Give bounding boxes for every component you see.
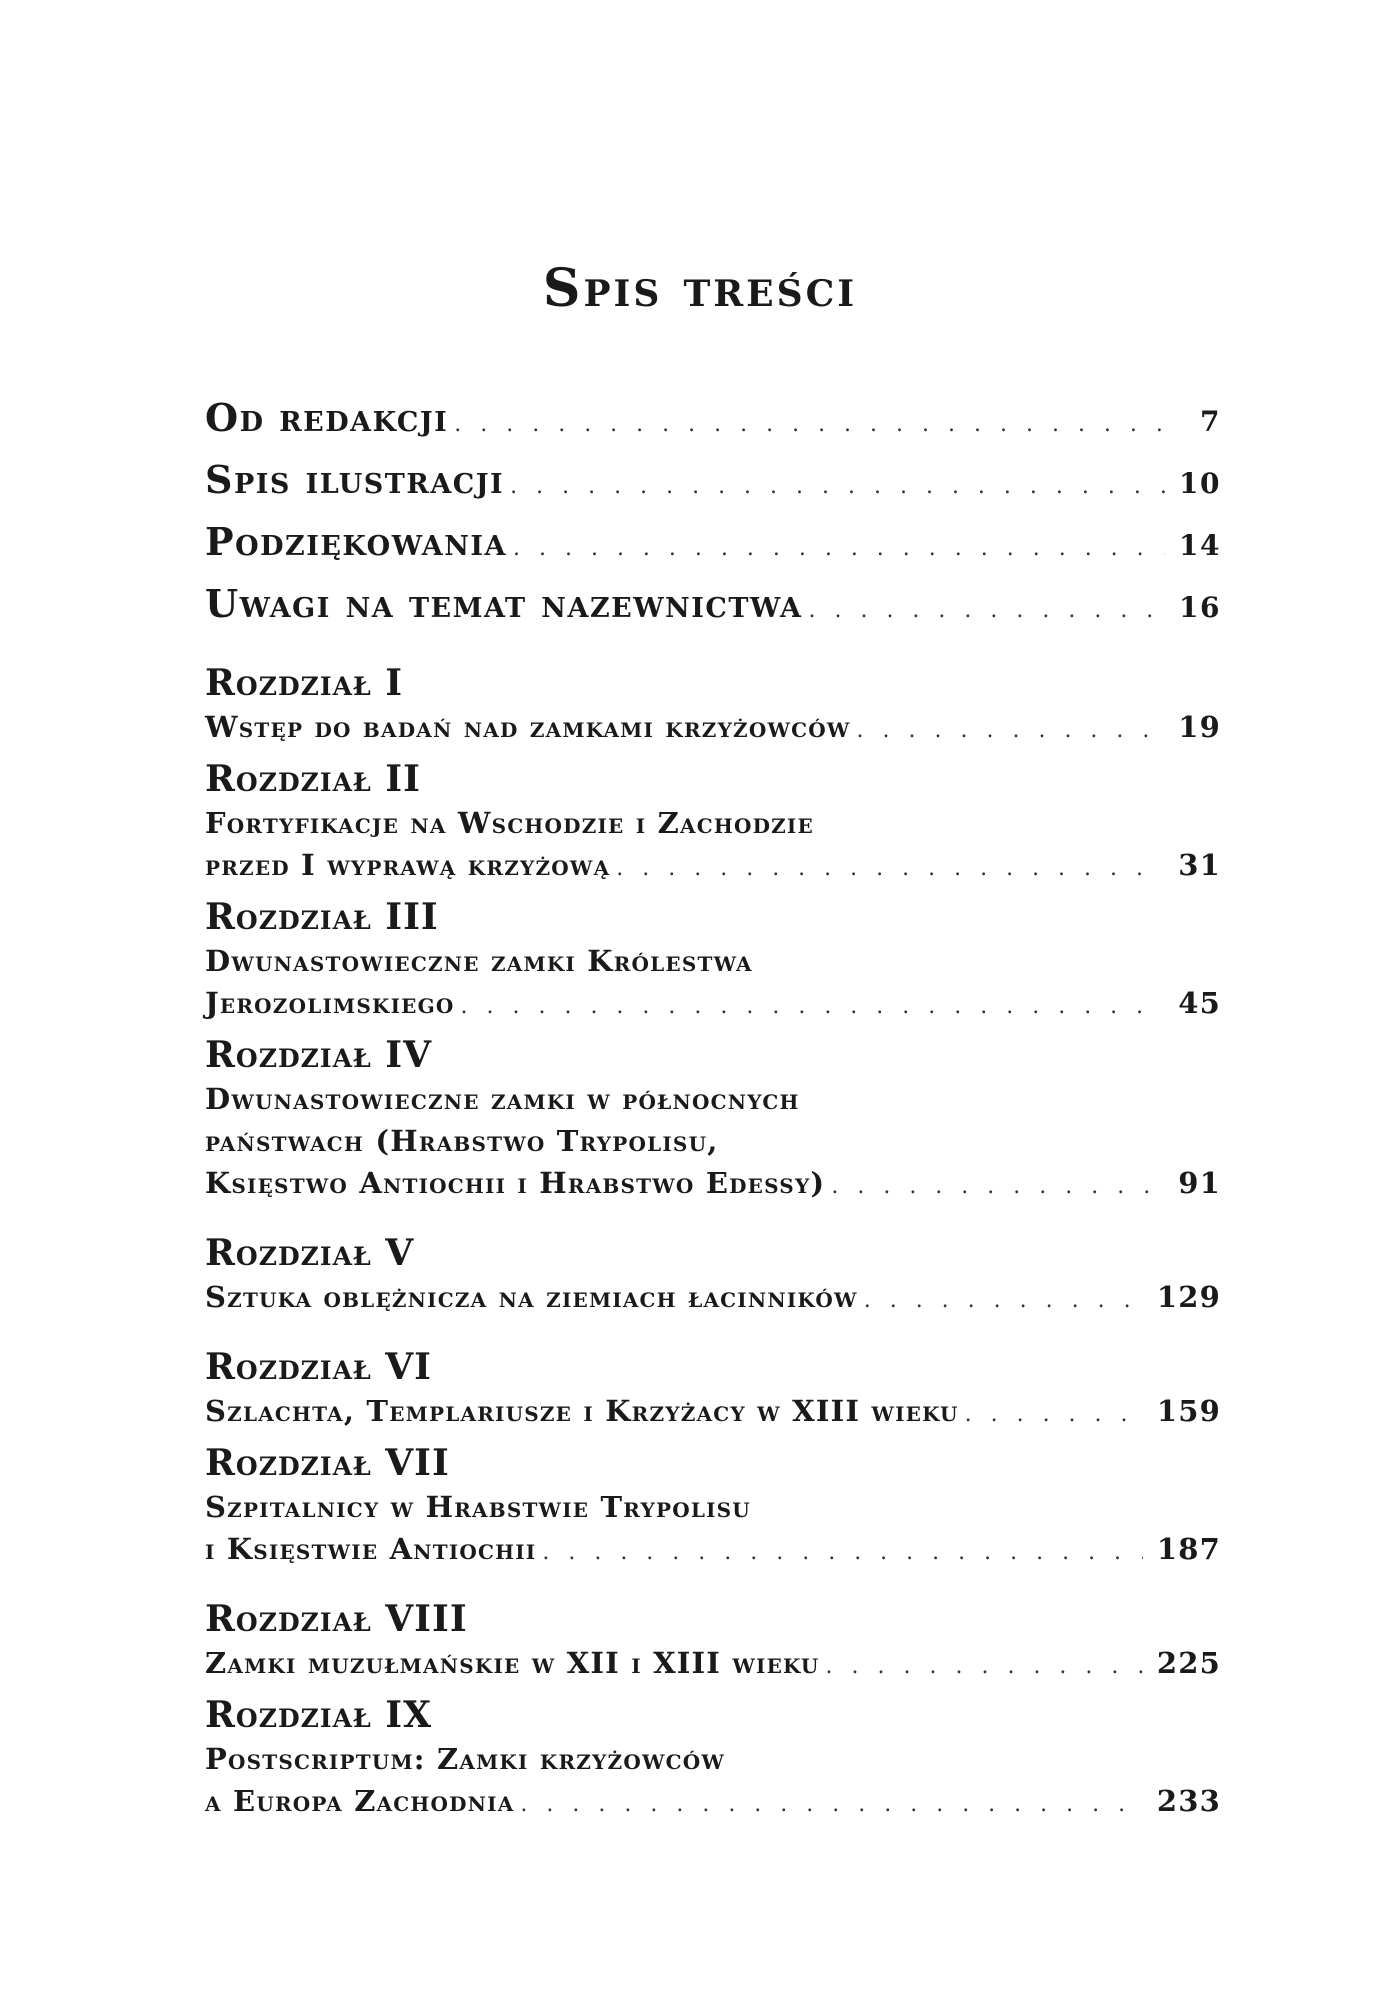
chapter-title-line: Sztuka oblężnicza na ziemiach łacinników [205, 1280, 858, 1314]
chapter-heading: Rozdział V [205, 1232, 415, 1274]
dot-leader [826, 1646, 1143, 1688]
page-number: 16 [1179, 591, 1221, 624]
toc-entry-label: Uwagi na temat nazewnictwa [205, 581, 803, 626]
chapter-title-line: Szlachta, Templariusze i Krzyżacy w XIII wieku [205, 1394, 959, 1428]
chapter-heading: Rozdział I [205, 662, 404, 704]
chapter-title-line: Fortyfikacje na Wschodzie i Zachodzie [205, 806, 814, 840]
chapter-heading: Rozdział VI [205, 1346, 433, 1388]
chapter-title-line: Szpitalnicy w Hrabstwie Trypolisu [205, 1490, 751, 1524]
chapter-title-line: Dwunastowieczne zamki w północnych [205, 1082, 800, 1116]
dot-leader [831, 1166, 1164, 1208]
dot-leader [857, 710, 1165, 752]
chapter-heading: Rozdział III [205, 896, 439, 938]
toc-entry-chapter-4[interactable] [205, 1032, 1221, 1208]
page-number: 129 [1156, 1280, 1221, 1314]
page-number: 159 [1156, 1394, 1221, 1428]
chapter-title-line: i Księstwie Antiochii [205, 1532, 537, 1566]
chapter-heading: Rozdział II [205, 758, 421, 800]
chapter-heading: Rozdział VIII [205, 1598, 468, 1640]
chapter-title-line: a Europa Zachodnia [205, 1784, 515, 1818]
chapter-title-line: Dwunastowieczne zamki Królestwa [205, 944, 753, 978]
chapter-title-line: Wstęp do badań nad zamkami krzyżowców [205, 710, 851, 744]
toc-entry-chapter-6[interactable] [205, 1344, 1221, 1436]
page-number: 14 [1179, 529, 1221, 562]
toc-list [205, 390, 1221, 1826]
toc-entry-front-matter[interactable] [205, 390, 1221, 452]
toc-entry-chapter-8[interactable] [205, 1596, 1221, 1688]
page-title: Spis treści [542, 258, 858, 319]
page-number: 10 [1179, 467, 1221, 500]
dot-leader [616, 848, 1164, 890]
dot-leader [513, 521, 1165, 576]
toc-entry-front-matter[interactable] [205, 452, 1221, 514]
page-number: 7 [1200, 405, 1221, 438]
toc-entry-label: Od redakcji [205, 395, 449, 440]
toc-entry-front-matter[interactable] [205, 514, 1221, 576]
chapter-title-line: państwach (Hrabstwo Trypolisu, [205, 1124, 719, 1158]
dot-leader [965, 1394, 1143, 1436]
dot-leader [510, 459, 1165, 514]
dot-leader [520, 1784, 1142, 1826]
page-number: 187 [1156, 1532, 1221, 1566]
dot-leader [542, 1532, 1143, 1574]
dot-leader [864, 1280, 1143, 1322]
page-number: 233 [1156, 1784, 1221, 1818]
dot-leader [461, 986, 1165, 1028]
toc-entry-label: Spis ilustracji [205, 457, 505, 502]
chapter-title-line: Zamki muzułmańskie w XII i XIII wieku [205, 1646, 820, 1680]
dot-leader [808, 583, 1165, 638]
page-number: 225 [1156, 1646, 1221, 1680]
chapter-title-line: Jerozolimskiego [205, 986, 455, 1020]
toc-entry-chapter-1[interactable] [205, 660, 1221, 752]
chapter-title-line: Postscriptum: Zamki krzyżowców [205, 1742, 726, 1776]
page-number: 19 [1178, 710, 1221, 744]
page-number: 91 [1178, 1166, 1221, 1200]
toc-entry-label: Podziękowania [205, 519, 507, 564]
toc-entry-chapter-7[interactable] [205, 1440, 1221, 1574]
toc-entry-chapter-2[interactable] [205, 756, 1221, 890]
page-number: 45 [1178, 986, 1221, 1020]
chapter-heading: Rozdział VII [205, 1442, 450, 1484]
page-number: 31 [1178, 848, 1221, 882]
toc-entry-chapter-9[interactable] [205, 1692, 1221, 1826]
toc-entry-front-matter[interactable] [205, 576, 1221, 638]
chapter-title-line: Księstwo Antiochii i Hrabstwo Edessy) [205, 1166, 826, 1200]
chapter-title-line: przed I wyprawą krzyżową [205, 848, 611, 882]
toc-entry-chapter-5[interactable] [205, 1230, 1221, 1322]
chapter-heading: Rozdział IV [205, 1034, 433, 1076]
toc-entry-chapter-3[interactable] [205, 894, 1221, 1028]
dot-leader [454, 397, 1167, 452]
chapter-heading: Rozdział IX [205, 1694, 433, 1736]
